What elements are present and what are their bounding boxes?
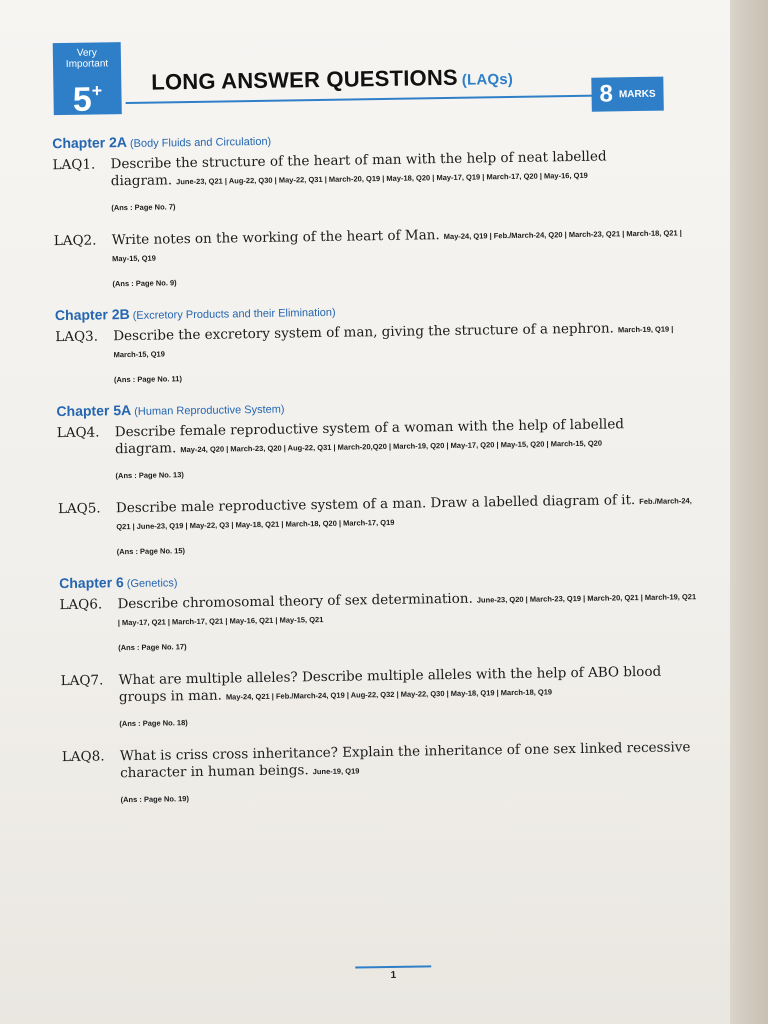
page-title-sub: (LAQs) <box>461 70 514 89</box>
badge-label <box>53 47 121 70</box>
question-text: What are multiple alleles? Describe multiple alleles with the help of ABO blood groups in man. <box>118 663 662 706</box>
badge-number-value: 5 <box>72 80 93 119</box>
question-number: LAQ5. <box>57 500 101 518</box>
badge-line-2: Important <box>65 58 109 70</box>
question-body <box>117 587 700 670</box>
question-body <box>115 415 698 498</box>
question-body <box>113 319 696 402</box>
answer-page-reference: (Ans : Page No. 13) <box>115 470 184 481</box>
exam-references: Feb./March-24, Q21 | June-23, Q19 | May-22, Q3 | May-18, Q21 | March-18, Q20 | March-17, Q19 <box>116 496 692 532</box>
page-title <box>151 64 513 96</box>
question-number: LAQ4. <box>56 424 100 442</box>
answer-page-reference: (Ans : Page No. 9) <box>112 278 177 289</box>
question-text: Describe the structure of the heart of man with the help of neat labelled diagram. <box>110 148 607 190</box>
chapter-name: Chapter 2A <box>52 134 128 152</box>
chapter-name: Chapter 6 <box>59 574 124 592</box>
chapter-topic: (Human Reproductive System) <box>134 403 285 418</box>
question-item <box>54 223 695 307</box>
question-number: LAQ6. <box>59 596 103 614</box>
question-text: Describe male reproductive system of a man. Draw a labelled diagram of it. <box>115 492 636 517</box>
page-title-text: LONG ANSWER QUESTIONS <box>151 64 458 95</box>
chapter-name: Chapter 2B <box>54 306 130 324</box>
question-text: Describe female reproductive system of a woman with the help of labelled diagram. <box>114 416 625 458</box>
answer-page-reference: (Ans : Page No. 19) <box>120 794 189 805</box>
title-underline <box>126 95 596 104</box>
answer-page-reference: (Ans : Page No. 17) <box>118 642 187 653</box>
page-number: 1 <box>355 965 431 981</box>
question-body <box>119 663 702 746</box>
exam-references: June-19, Q19 <box>312 766 360 777</box>
badge-number <box>53 72 122 118</box>
exam-references: May-24, Q21 | Feb./March-24, Q19 | Aug-22, Q32 | May-22, Q30 | May-18, Q19 | March-18, Q19 <box>225 687 553 702</box>
answer-page-reference: (Ans : Page No. 7) <box>111 202 176 213</box>
question-list <box>52 125 703 823</box>
chapter-topic: (Excretory Products and their Elimination) <box>132 306 336 322</box>
chapter-topic: (Body Fluids and Circulation) <box>129 135 272 150</box>
marks-badge <box>591 77 664 112</box>
very-important-badge <box>53 42 122 119</box>
question-item <box>58 491 699 575</box>
question-text: What is criss cross inheritance? Explain the inheritance of one sex linked recessive character in human beings. <box>119 739 691 782</box>
question-body <box>120 739 703 822</box>
question-body <box>112 223 695 306</box>
exam-references: May-24, Q19 | Feb./March-24, Q20 | March-23, Q21 | March-18, Q21 | May-15, Q19 <box>112 228 682 264</box>
answer-page-reference: (Ans : Page No. 15) <box>116 546 186 557</box>
exam-references: May-24, Q20 | March-23, Q20 | Aug-22, Q31 | March-20,Q20 | March-19, Q20 | May-17, Q20 | May-15, Q20 | March-15, Q20 <box>180 438 603 455</box>
question-item <box>57 415 698 499</box>
question-text: Write notes on the working of the heart of Man. <box>111 227 440 249</box>
question-number: LAQ2. <box>53 232 97 250</box>
question-item <box>55 319 696 403</box>
badge-line-1: Very <box>76 47 97 59</box>
chapter-topic: (Genetics) <box>126 577 178 591</box>
question-item <box>52 147 693 231</box>
question-body <box>116 491 699 574</box>
answer-page-reference: (Ans : Page No. 18) <box>119 718 188 729</box>
question-number: LAQ8. <box>61 748 105 766</box>
question-item <box>62 739 703 823</box>
badge-number-sup: + <box>91 80 103 101</box>
exam-references: June-23, Q20 | March-23, Q19 | March-20, Q21 | March-19, Q21 | May-17, Q21 | March-17, Q21 | May-16, Q21 | May-15, Q21 <box>117 592 697 628</box>
question-number: LAQ3. <box>55 328 99 346</box>
question-body <box>110 147 693 230</box>
question-item <box>59 587 700 671</box>
marks-label: MARKS <box>618 88 656 100</box>
marks-number: 8 <box>599 80 614 108</box>
question-text: Describe chromosomal theory of sex determination. <box>117 590 473 613</box>
answer-page-reference: (Ans : Page No. 11) <box>113 374 182 385</box>
question-number: LAQ7. <box>60 672 104 690</box>
question-item <box>61 663 702 747</box>
chapter-name: Chapter 5A <box>56 401 132 420</box>
question-text: Describe the excretory system of man, giving the structure of a nephron. <box>113 320 615 345</box>
exam-references: March-19, Q19 | March-15, Q19 <box>113 324 674 360</box>
exam-references: June-23, Q21 | Aug-22, Q30 | May-22, Q31 | March-20, Q19 | May-18, Q20 | May-17, Q19 | March-17, Q20 | May-16, Q19 <box>176 170 588 187</box>
question-number: LAQ1. <box>52 156 96 174</box>
